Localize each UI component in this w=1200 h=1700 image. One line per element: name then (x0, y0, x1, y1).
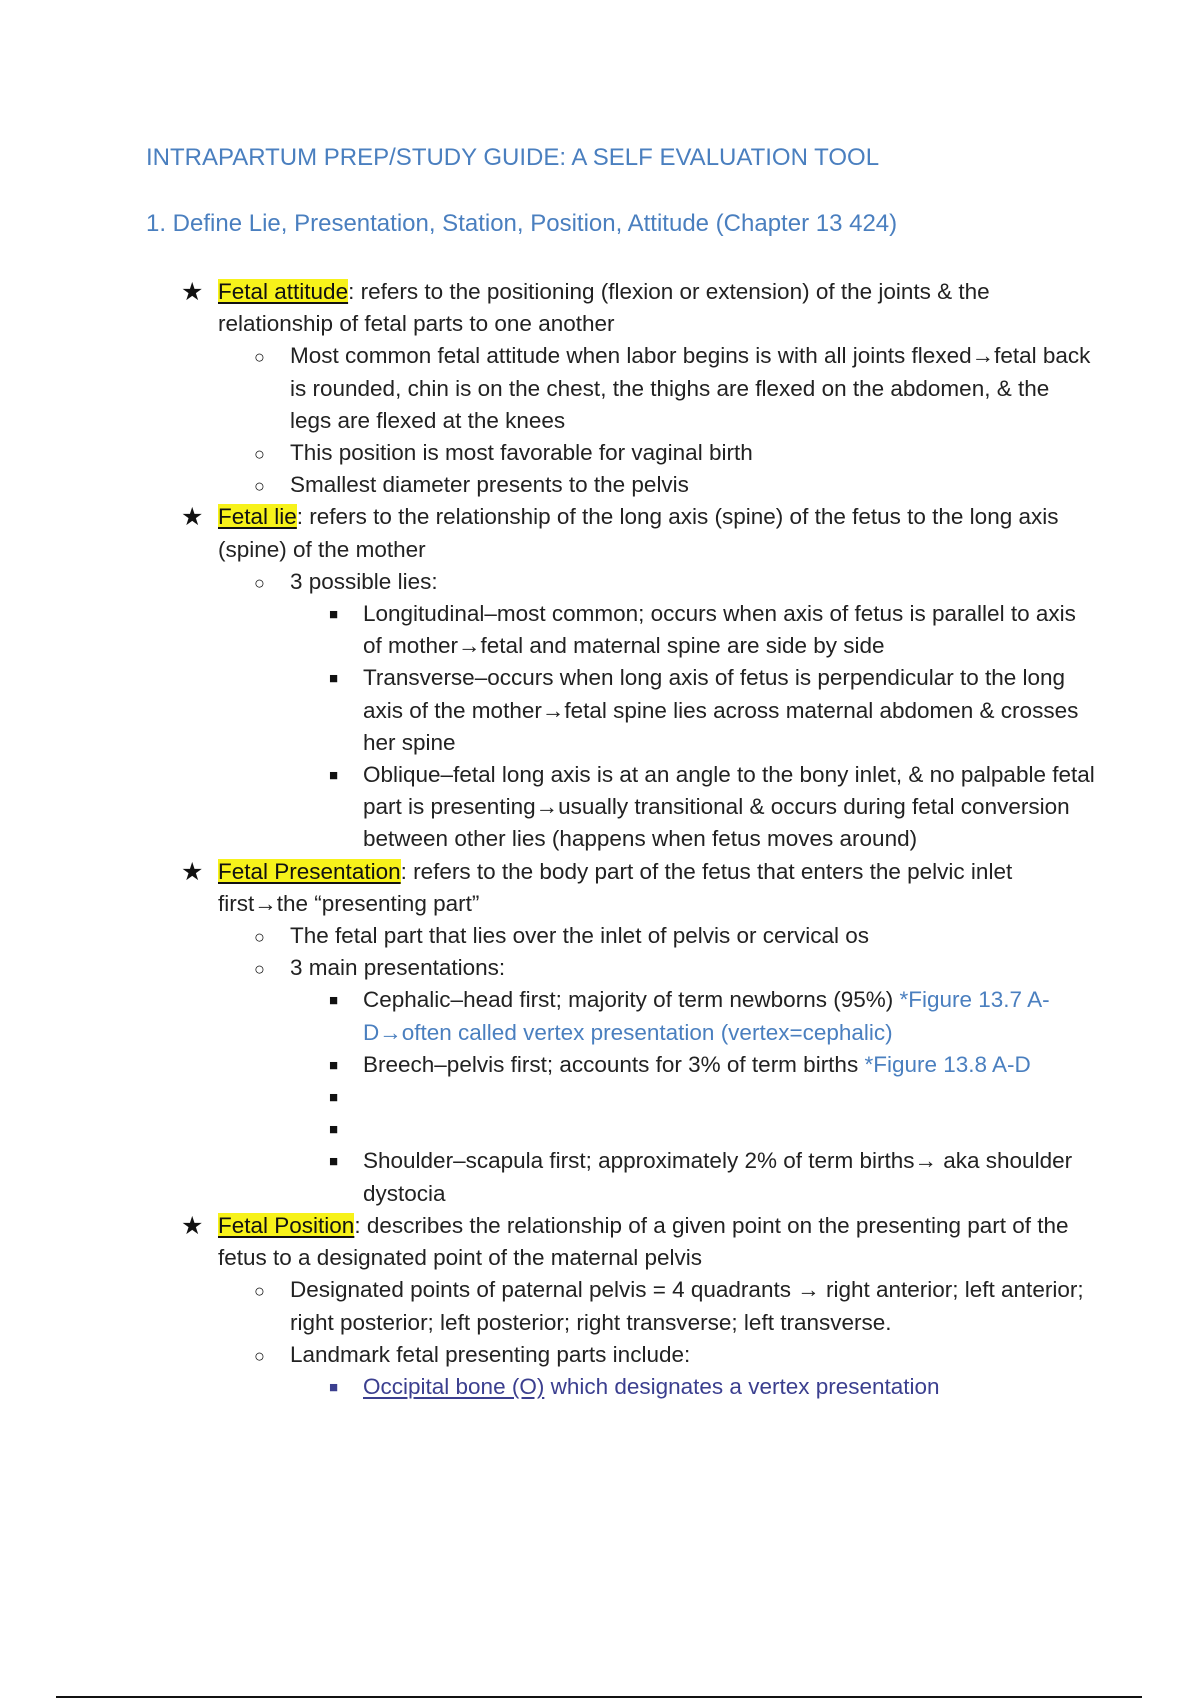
lie-transverse: Transverse–occurs when long axis of fetus is perpendicular to the long axis of the mother→fetal spine lies across maternal abdomen & crosses her spine (363, 665, 1079, 755)
shoulder-text: Shoulder–scapula first; approximately 2% of term births→ aka shoulder dystocia (363, 1148, 1073, 1206)
list-item (0, 469, 1200, 501)
fetal-presentation-definition: : refers to the body part of the fetus that enters the pelvic inlet first→the “presenting part” (218, 858, 1013, 916)
list-item (0, 598, 1200, 662)
list-item-empty (0, 1081, 1200, 1113)
presentation-subpoint: The fetal part that lies over the inlet of pelvis or cervical os (290, 923, 870, 949)
list-item-empty (0, 1113, 1200, 1145)
fetal-attitude-item (0, 276, 1200, 340)
fetal-attitude-definition: : refers to the positioning (flexion or extension) of the joints & the relationship of fetal parts to one another (218, 279, 990, 337)
square-bullet-icon: ■ (329, 606, 339, 624)
breech-text: Breech–pelvis first; accounts for 3% of term births (363, 1051, 865, 1077)
list-item (0, 1339, 1200, 1371)
list-item (0, 1274, 1200, 1338)
cephalic-text: Cephalic–head first; majority of term newborns (95%) (363, 987, 900, 1013)
circle-bullet-icon: ○ (254, 1281, 265, 1302)
attitude-subpoint: Smallest diameter presents to the pelvis (290, 472, 689, 498)
circle-bullet-icon: ○ (254, 959, 265, 980)
page-bottom-divider (56, 1696, 1142, 1698)
attitude-subpoint: Most common fetal attitude when labor begins is with all joints flexed→fetal back is rounded, chin is on the chest, the thighs are flexed on the abdomen, & the legs are flexed at the knees (290, 343, 1091, 433)
list-item (0, 437, 1200, 469)
list-item (0, 1145, 1200, 1209)
list-item (0, 759, 1200, 856)
star-bullet-icon: ★ (181, 503, 204, 532)
fetal-lie-definition: : refers to the relationship of the long axis (spine) of the fetus to the long axis (spine) of the mother (218, 504, 1059, 562)
breech-figure-ref: *Figure 13.8 A-D (864, 1051, 1031, 1077)
star-bullet-icon: ★ (181, 278, 204, 306)
fetal-presentation-item (0, 856, 1200, 920)
list-item (0, 984, 1200, 1048)
circle-bullet-icon: ○ (254, 1345, 265, 1366)
section-heading: 1. Define Lie, Presentation, Station, Position, Attitude (Chapter 13 424) (146, 210, 898, 237)
fetal-attitude-term: Fetal attitude (218, 279, 349, 304)
document-title: INTRAPARTUM PREP/STUDY GUIDE: A SELF EVALUATION TOOL (146, 144, 880, 171)
circle-bullet-icon: ○ (254, 572, 265, 593)
circle-bullet-icon: ○ (254, 927, 265, 948)
square-bullet-icon: ■ (329, 992, 339, 1010)
circle-bullet-icon: ○ (254, 347, 265, 368)
square-bullet-icon: ■ (329, 1121, 339, 1139)
attitude-subpoint: This position is most favorable for vaginal birth (290, 440, 753, 466)
circle-bullet-icon: ○ (254, 476, 265, 497)
square-bullet-icon: ■ (329, 1056, 339, 1074)
list-item (0, 1049, 1200, 1081)
occipital-text: which designates a vertex presentation (544, 1373, 940, 1399)
lie-longitudinal: Longitudinal–most common; occurs when axis of fetus is parallel to axis of mother→fetal and maternal spine are side by side (363, 601, 1076, 659)
list-item (0, 662, 1200, 759)
square-bullet-icon: ■ (329, 1089, 339, 1107)
square-bullet-icon: ■ (329, 1153, 339, 1171)
square-bullet-icon: ■ (329, 1378, 339, 1396)
list-item (0, 566, 1200, 598)
square-bullet-icon: ■ (329, 670, 339, 688)
position-subpoint: Landmark fetal presenting parts include: (290, 1341, 691, 1367)
fetal-position-term: Fetal Position (218, 1212, 355, 1238)
lie-oblique: Oblique–fetal long axis is at an angle to the bony inlet, & no palpable fetal part is presenting→usually transitional & occurs during fetal conversion between other lies (happens when fetus moves around) (363, 762, 1095, 852)
fetal-lie-item (0, 501, 1200, 565)
presentation-subpoint: 3 main presentations: (290, 955, 506, 981)
star-bullet-icon: ★ (181, 1211, 204, 1240)
star-bullet-icon: ★ (181, 857, 204, 886)
square-bullet-icon: ■ (329, 767, 339, 785)
list-item (0, 952, 1200, 984)
list-item (0, 920, 1200, 952)
list-item (0, 340, 1200, 437)
circle-bullet-icon: ○ (254, 444, 265, 465)
fetal-presentation-term: Fetal Presentation (218, 858, 401, 884)
list-item (0, 1371, 1200, 1403)
cephalic-figure-ref: *Figure 13.7 A-D→often called vertex presentation (vertex=cephalic) (363, 987, 1050, 1045)
study-guide-content (0, 276, 1200, 1403)
position-subpoint: Designated points of paternal pelvis = 4 quadrants → right anterior; left anterior; right posterior; left posterior; right transverse; left transverse. (290, 1277, 1084, 1335)
fetal-position-item (0, 1210, 1200, 1274)
occipital-bone-link[interactable]: Occipital bone (O) (363, 1373, 545, 1399)
lie-subpoint: 3 possible lies: (290, 568, 438, 594)
fetal-lie-term: Fetal lie (218, 504, 297, 530)
fetal-position-definition: : describes the relationship of a given point on the presenting part of the fetus to a designated point of the maternal pelvis (218, 1212, 1069, 1271)
